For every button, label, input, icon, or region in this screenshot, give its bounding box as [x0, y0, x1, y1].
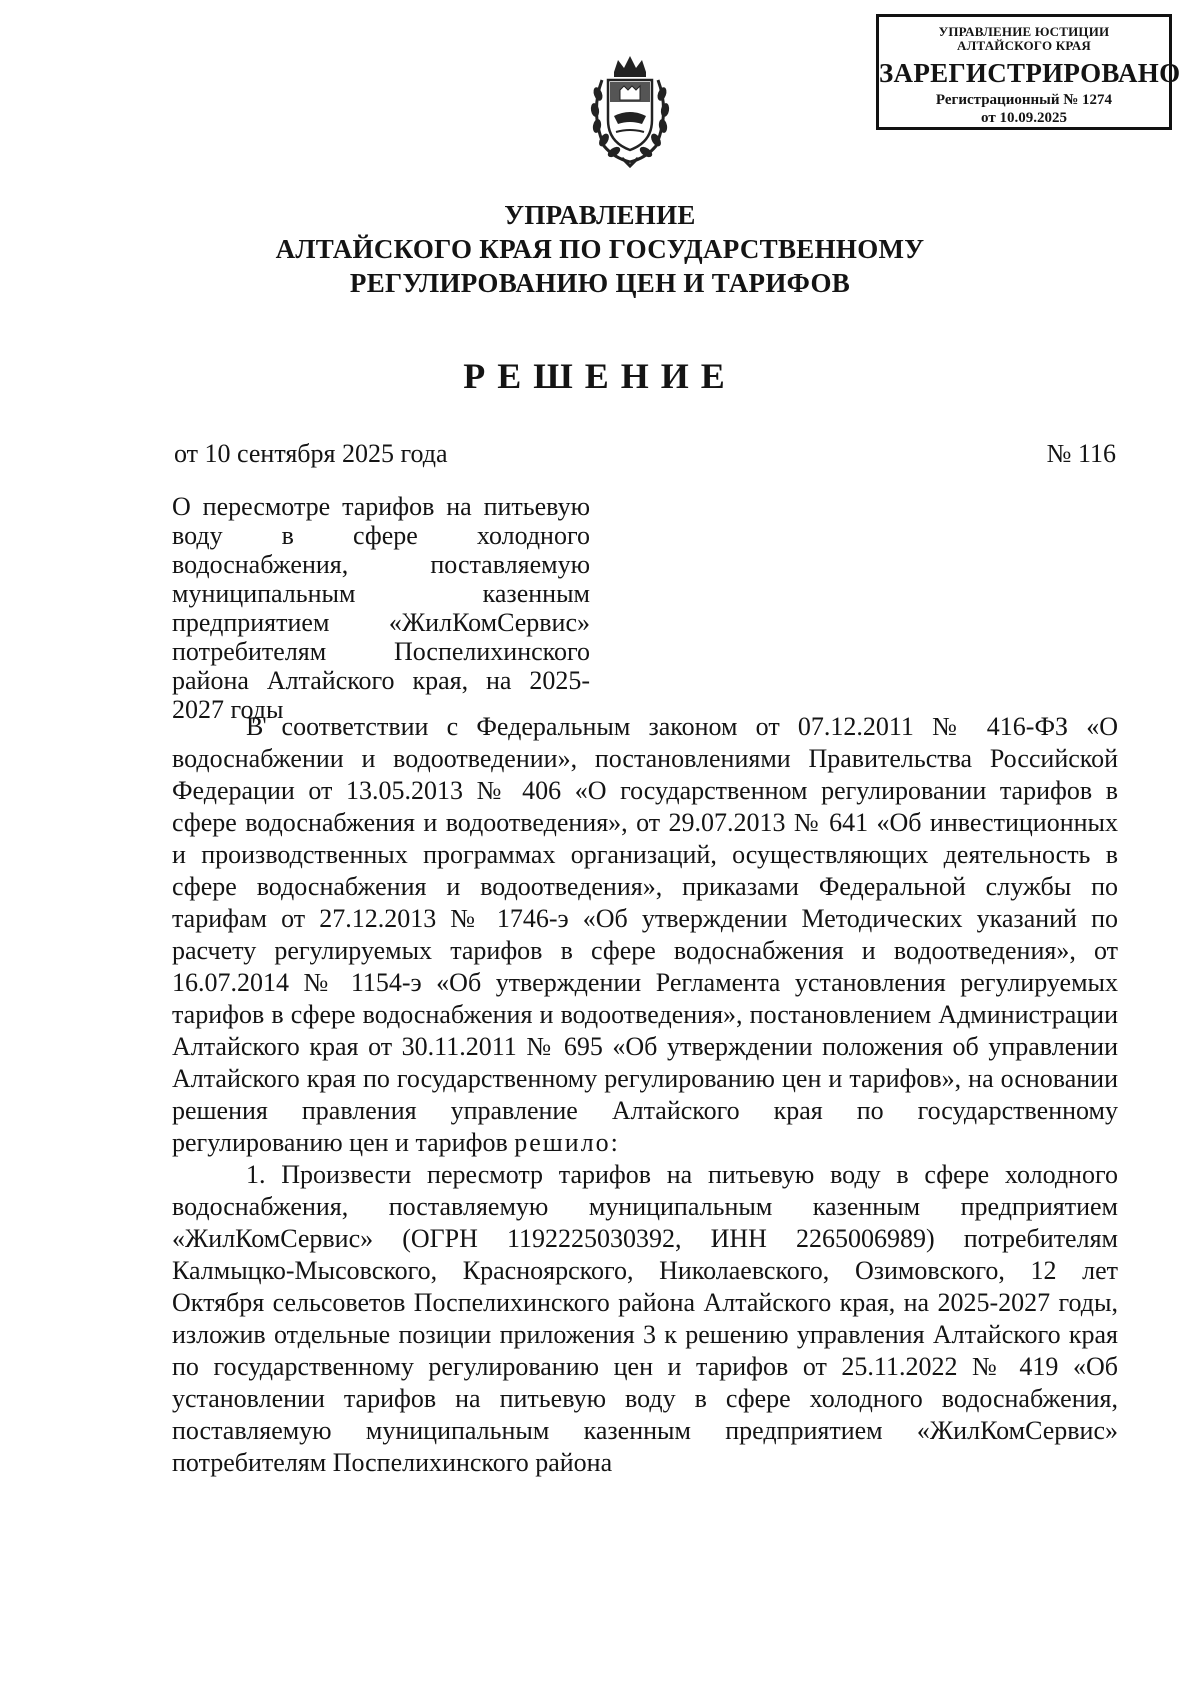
preamble-paragraph [172, 711, 1118, 1159]
organization-line3: РЕГУЛИРОВАНИЮ ЦЕН И ТАРИФОВ [349, 268, 851, 298]
stamp-reg-number: Регистрационный № 1274 [935, 92, 1113, 108]
stamp-authority-line1: УПРАВЛЕНИЕ ЮСТИЦИИ [938, 24, 1110, 39]
coat-of-arms-icon [584, 50, 676, 170]
preamble-end: : [610, 1128, 618, 1157]
stamp-status: ЗАРЕГИСТРИРОВАНО [879, 58, 1181, 88]
item-1-paragraph: 1. Произвести пересмотр тарифов на питьевую воду в сфере холодного водоснабжения, поставляемую муниципальным казенным предприятием «ЖилКомСервис» (ОГРН 1192225030392, ИНН 2265006989) потребителям Калмыцко-Мысовского, Краснoярского, Николаевского, Озимовского, 12 лет Октября сельсоветов Поспелихинского района Алтайского края, на 2025-2027 годы, изложив отдельные позиции приложения 3 к решению управления Алтайского края по государственному регулированию цен и тарифов от 25.11.2022 № 419 «Об установлении тарифов на питьевую воду в сфере холодного водоснабжения, поставляемую муниципальным казенным предприятием «ЖилКомСервис» потребителям Поспелихинского района [172, 1160, 1118, 1477]
document-number: № 116 [1046, 439, 1116, 468]
stamp-reg-date: от 10.09.2025 [981, 110, 1067, 126]
document-type-title: РЕШЕНИЕ [463, 356, 737, 396]
preamble-text: В соответствии с Федеральным законом от 07.12.2011 № 416-ФЗ «О водоснабжении и водоотведении», постановлениями Правительства Российской Федерации от 13.05.2013 № 406 «О государственном регулировании тарифов в сфере водоснабжения и водоотведения», от 29.07.2013 № 641 «Об инвестиционных и производственных программах организаций, осуществляющих деятельность в сфере водоснабжения и водоотведения», приказами Федеральной службы по тарифам от 27.12.2013 № 1746-э «Об утверждении Методических указаний по расчету регулируемых тарифов в сфере водоснабжения и водоотведения», от 16.07.2014 № 1154-э «Об утверждении Регламента установления регулируемых тарифов в сфере водоснабжения и водоотведения», постановлением Администрации Алтайского края от 30.11.2011 № 695 «Об утверждении положения об управлении Алтайского края по государственному регулированию цен и тарифов», на основании решения правления управление Алтайского края по государственному регулированию цен и тарифов [172, 712, 1118, 1157]
organization-line2: АЛТАЙСКОГО КРАЯ ПО ГОСУДАРСТВЕННОМУ [275, 234, 925, 264]
document-subject: О пересмотре тарифов на питьевую воду в сфере холодного водоснабжения, поставляемую муниципальным казенным предприятием «ЖилКомСервис» потребителям Поспелихинского района Алтайского края, на 2025-2027 годы [172, 492, 590, 724]
document-date: от 10 сентября 2025 года [174, 439, 448, 468]
preamble-verb: решило [514, 1128, 611, 1157]
organization-line1: УПРАВЛЕНИЕ [504, 200, 696, 230]
registration-stamp [876, 14, 1181, 130]
stamp-authority-line2: АЛТАЙСКОГО КРАЯ [957, 38, 1091, 53]
document-body [172, 711, 1118, 1479]
organization-name [0, 198, 1200, 300]
